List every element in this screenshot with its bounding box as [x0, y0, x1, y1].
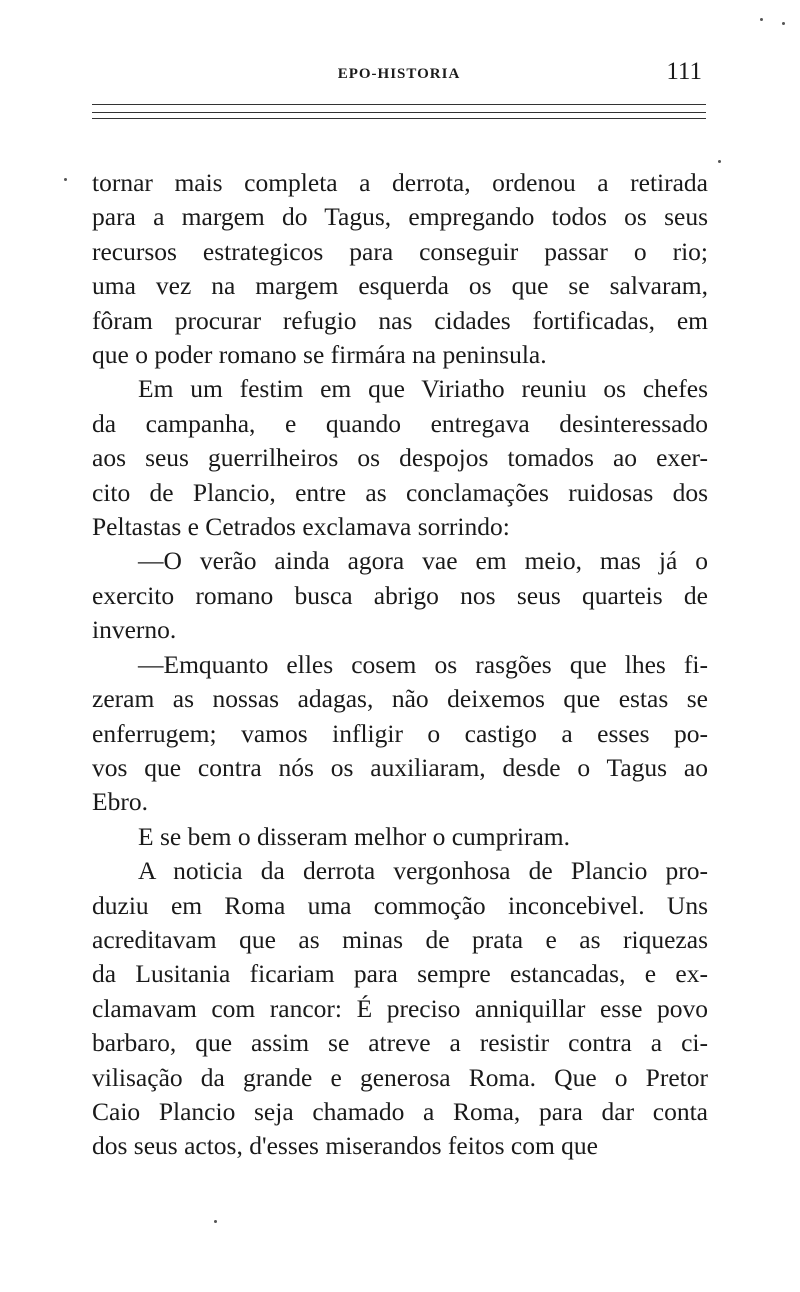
running-title: EPO-HISTORIA [337, 66, 461, 82]
text-line: aos seus guerrilheiros os despojos tomados ao exer- [92, 443, 708, 473]
paragraph [92, 820, 708, 854]
text-line: uma vez na margem esquerda os que se salvaram, [92, 271, 708, 301]
text-line: A noticia da derrota vergonhosa de Plancio pro- [138, 856, 708, 886]
text-line: duziu em Roma uma commoção inconcebivel. Uns [92, 890, 708, 920]
running-head [92, 58, 706, 90]
text-line: dos seus actos, d'esses miserandos feitos com que [92, 1131, 599, 1161]
text-line: vos que contra nós os auxiliaram, desde o Tagus ao [92, 752, 708, 782]
paragraph [92, 166, 708, 372]
text-line: recursos estrategicos para conseguir passar o rio; [92, 236, 708, 266]
text-line: Ebro. [92, 787, 148, 817]
scan-speck [64, 178, 67, 181]
text-line: barbaro, que assim se atreve a resistir contra a ci- [92, 1028, 708, 1058]
scan-speck [214, 1220, 217, 1223]
text-line: Em um festim em que Viriatho reuniu os chefes [138, 374, 708, 404]
body-text [92, 166, 708, 1164]
text-line: da campanha, e quando entregava desinteressado [92, 408, 708, 438]
text-line: que o poder romano se firmára na peninsula. [92, 340, 547, 370]
text-line: acreditavam que as minas de prata e as riquezas [92, 924, 708, 954]
text-line: fôram procurar refugio nas cidades fortificadas, em [92, 305, 708, 335]
header-rule-thin [92, 104, 706, 105]
text-line: tornar mais completa a derrota, ordenou a retirada [92, 168, 708, 197]
header-rule-double-bottom [92, 118, 706, 119]
paragraph [92, 854, 708, 1164]
text-line: inverno. [92, 615, 177, 645]
text-line: cito de Plancio, entre as conclamações ruidosas dos [92, 477, 708, 507]
text-line: exercito romano busca abrigo nos seus quarteis de [92, 580, 708, 610]
text-line: —Emquanto elles cosem os rasgões que lhes fi- [138, 649, 708, 679]
paragraph [92, 372, 708, 544]
text-line: Peltastas e Cetrados exclamava sorrindo: [92, 512, 510, 542]
text-line: E se bem o disseram melhor o cumpriram. [138, 821, 570, 851]
text-line: enferrugem; vamos infligir o castigo a esses po- [92, 718, 708, 748]
paragraph [92, 544, 708, 647]
scan-speck [782, 22, 785, 25]
text-line: da Lusitania ficariam para sempre estancadas, e ex- [92, 959, 708, 989]
text-line: —O verão ainda agora vae em meio, mas já o [138, 546, 708, 576]
scan-speck [760, 18, 763, 21]
text-line: para a margem do Tagus, empregando todos os seus [92, 202, 708, 232]
text-line: vilisação da grande e generosa Roma. Que o Pretor [92, 1062, 708, 1092]
page-number: 111 [666, 58, 702, 85]
text-line: Caio Plancio seja chamado a Roma, para dar conta [92, 1096, 708, 1126]
scan-speck [718, 160, 721, 163]
paragraph [92, 648, 708, 820]
text-line: zeram as nossas adagas, não deixemos que estas se [92, 684, 708, 714]
text-line: clamavam com rancor: É preciso anniquillar esse povo [92, 993, 708, 1023]
header-rule-double-top [92, 112, 706, 113]
